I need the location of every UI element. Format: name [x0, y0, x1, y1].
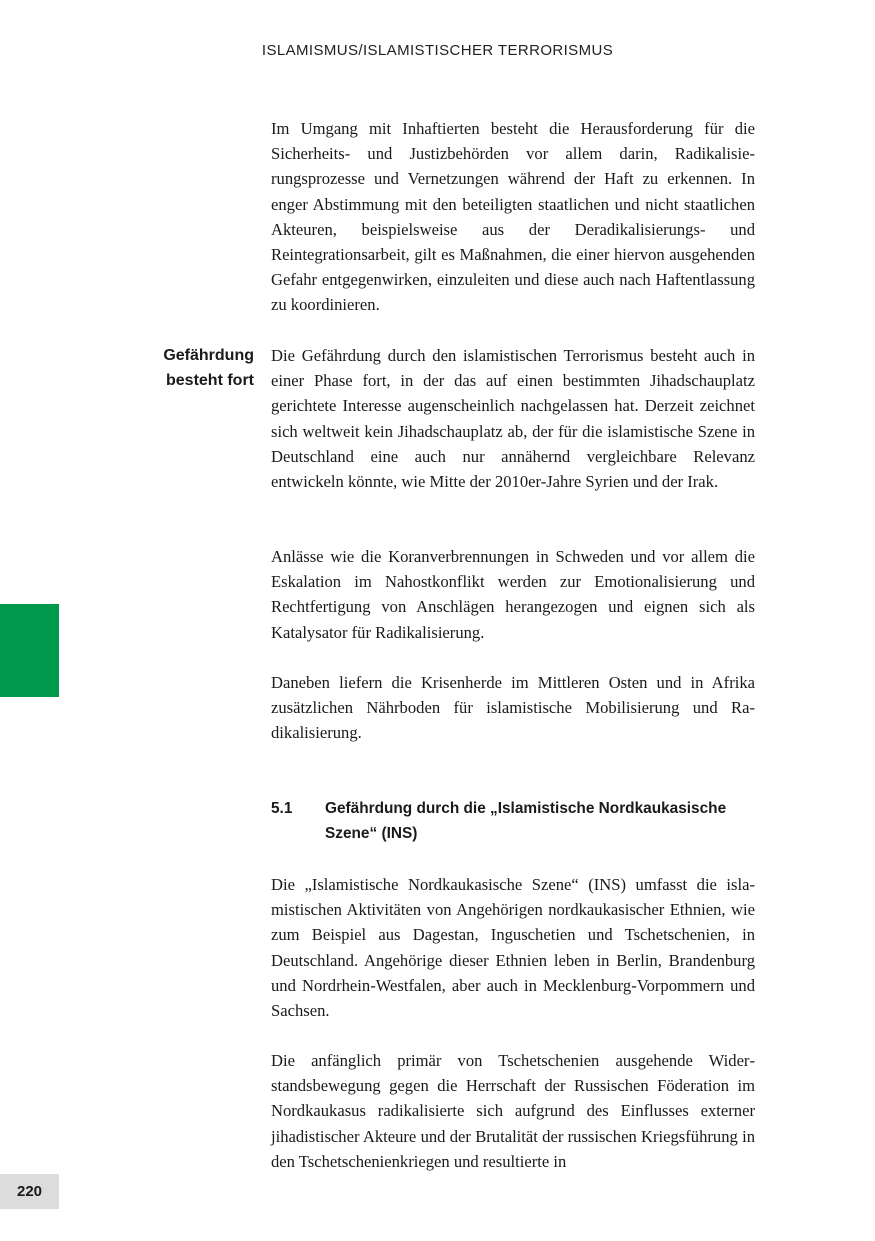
running-header: ISLAMISMUS/ISLAMISTISCHER TERRORISMUS [261, 42, 614, 59]
margin-note-line-1: Gefährdung [163, 347, 254, 364]
paragraph-threat-persists: Die Gefährdung durch den islamistischen Terrorismus besteht auch in einer Phase fort, in der das auf einen bestimmten Jihadschauplatz gerichtete Interesse augenscheinlich nachgelassen hat. Derzeit zeichnet sich weltweit kein Jihadschauplatz ab, der für die islamistische Szene in Deutschland eine auch nur annähernd vergleichbare Relevanz entwickeln könnte, wie Mitte der 2010er-Jahre Syrien und der Irak. [271, 346, 755, 492]
section-number: 5.1 [271, 800, 293, 817]
section-heading [271, 796, 755, 846]
chapter-tab-marker [0, 604, 59, 697]
paragraph-occasions: Anlässe wie die Koranverbrennungen in Schweden und vor allem die Eskalation im Nahostkonflikt werden zur Emotionalisierung und Rechtfertigung von Anschlägen herangezogen und eignen sich als Katalysator für Radikalisierung. [271, 547, 755, 642]
paragraph-crisis-regions: Daneben liefern die Krisenherde im Mittleren Osten und in Afrika zusätzlichen Nährboden für islamistische Mobilisierung und Radikalisierung. [271, 673, 755, 743]
margin-note [120, 343, 254, 393]
paragraph-ins-definition: Die „Islamistische Nordkaukasische Szene“ (INS) umfasst die islamistischen Aktivitäten von Angehörigen nordkaukasischer Ethnien, wie zum Beispiel aus Dagestan, Inguschetien und Tschetschenien, in Deutschland. Angehörige dieser Ethnien leben in Berlin, Brandenburg und Nordrhein-Westfalen, aber auch in Mecklenburg-Vorpommern und Sachsen. [271, 875, 755, 1021]
margin-note-line-2: besteht fort [166, 372, 254, 390]
paragraph-detainees: Im Umgang mit Inhaftierten besteht die Herausforderung für die Sicherheits- und Justizbehörden vor allem darin, Radikalisierungsprozesse und Vernetzungen während der Haft zu erkennen. In enger Abstimmung mit den beteiligten staatlichen und nicht staatlichen Akteuren, beispielsweise aus der Deradikalisierungs- und Reintegrationsarbeit, gilt es Maßnahmen, die einer hiervon ausgehenden Gefahr entgegenwirken, einzuleiten und diese auch nach Haftentlassung zu koordinieren. [271, 119, 755, 315]
paragraph-resistance-movement: Die anfänglich primär von Tschetschenien ausgehende Widerstandsbewegung gegen die Herrschaft der Russischen Föderation im Nordkaukasus radikalisierte sich aufgrund des Einflusses externer jihadistischer Akteure und der Brutalität der russischen Kriegsführung in den Tschetschenienkriegen und resultierte in [271, 1051, 755, 1171]
section-title: Gefährdung durch die „Islamistische Nordkaukasische Szene“ (INS) [325, 800, 727, 842]
page-number: 220 [0, 1174, 59, 1209]
